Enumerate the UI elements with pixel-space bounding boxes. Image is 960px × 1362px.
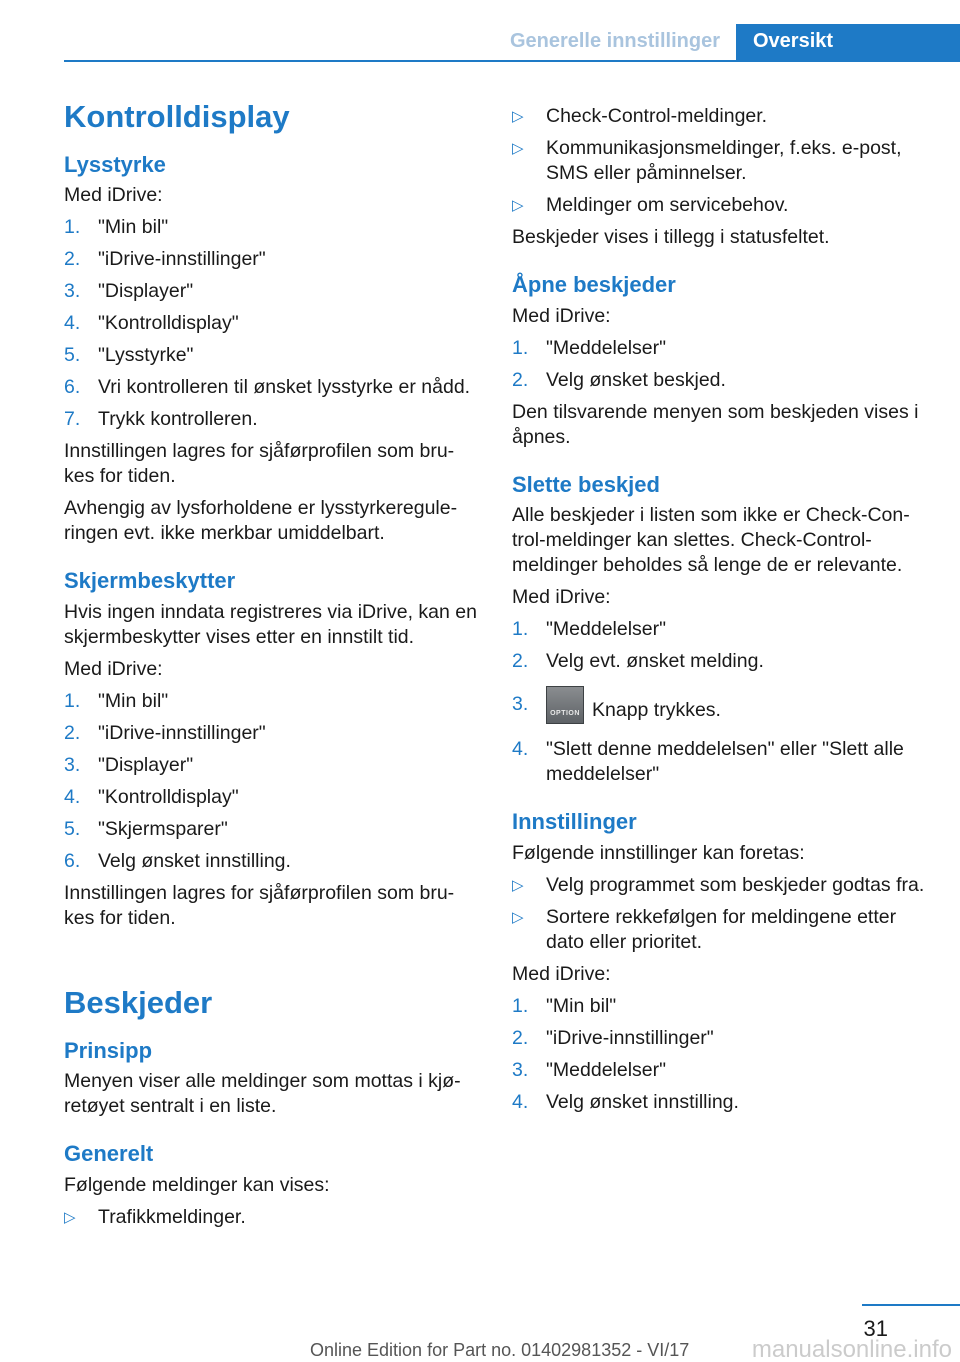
edition-text: Online Edition for Part no. 01402981352 - VI/17	[310, 1340, 690, 1360]
list-item: ▷ Sortere rekkefølgen for meldingene etter dato eller prioritet.	[512, 905, 897, 953]
list-item: 3. "Displayer"	[64, 753, 194, 776]
message-types	[512, 104, 927, 218]
list-item: ▷ Check-Control-meldinger.	[512, 105, 768, 127]
right-column	[512, 104, 927, 1122]
list-item: 1. "Min bil"	[64, 216, 169, 239]
option-button-icon: OPTION	[546, 686, 584, 724]
triangle-bullet-icon: ▷	[512, 140, 524, 157]
list-item: 4. "Kontrolldisplay"	[64, 312, 239, 335]
triangle-bullet-icon: ▷	[64, 1208, 76, 1226]
list-item: 3. "Displayer"	[64, 280, 194, 303]
list-item: 1. "Meddelelser"	[512, 336, 667, 359]
list-item: ▷ Velg programmet som beskjeder godtas fra.	[512, 873, 925, 896]
slette-steps	[512, 617, 927, 787]
triangle-bullet-icon: ▷	[512, 876, 524, 894]
apne-intro: Med iDrive:	[512, 304, 611, 327]
innstillinger-bullets	[512, 873, 927, 955]
lysstyrke-intro: Med iDrive:	[64, 184, 163, 207]
generelt-bullets	[64, 1205, 479, 1230]
innstillinger-text: Følgende innstillinger kan foretas:	[512, 841, 805, 864]
page-header	[64, 24, 960, 62]
heading-innstillinger: Innstillinger	[512, 809, 637, 835]
list-item: 2. "iDrive-innstillinger"	[64, 721, 266, 744]
heading-beskjeder: Beskjeder	[64, 984, 213, 1020]
list-item: 5. "Skjermsparer"	[64, 817, 228, 840]
list-item: 3. OPTION Knapp trykkes.	[512, 692, 927, 730]
chapter-tab: Oversikt	[736, 24, 960, 62]
list-item: 6. Vri kontrolleren til ønsket lysstyrke er nådd.	[64, 376, 471, 399]
list-item: 2. Velg evt. ønsket melding.	[512, 650, 764, 673]
skjermbeskytter-text: Hvis ingen inndata registreres via iDrive, kan en skjermbeskytter vises etter en innstilt tid.	[64, 600, 477, 648]
heading-lysstyrke: Lysstyrke	[64, 151, 166, 177]
list-item: 2. "iDrive-innstillinger"	[512, 1026, 714, 1049]
list-item: 6. Velg ønsket innstilling.	[64, 849, 291, 872]
list-item: 2. "iDrive-innstillinger"	[64, 248, 266, 271]
triangle-bullet-icon: ▷	[512, 197, 524, 214]
heading-generelt: Generelt	[64, 1141, 154, 1167]
heading-kontrolldisplay: Kontrolldisplay	[64, 99, 290, 134]
list-item: ▷ Meldinger om servicebehov.	[512, 194, 789, 216]
statusbar-note: Beskjeder vises i tillegg i statusfeltet.	[512, 226, 830, 248]
lysstyrke-note-1: Innstillingen lagres for sjåførprofilen som bru- kes for tiden.	[64, 440, 455, 488]
skjermbeskytter-intro: Med iDrive:	[64, 657, 163, 680]
prinsipp-text: Menyen viser alle meldinger som mottas i kjø- retøyet sentralt i en liste.	[64, 1070, 461, 1118]
list-item: ▷ Trafikkmeldinger.	[64, 1205, 246, 1228]
triangle-bullet-icon: ▷	[512, 908, 524, 926]
innstillinger-steps	[512, 994, 927, 1115]
header-rule	[64, 60, 960, 62]
list-item: 7. Trykk kontrolleren.	[64, 408, 258, 431]
skjermbeskytter-note: Innstillingen lagres for sjåførprofilen som bru- kes for tiden.	[64, 881, 455, 929]
heading-skjermbeskytter: Skjermbeskytter	[64, 568, 236, 594]
list-item: 4. "Kontrolldisplay"	[64, 785, 239, 808]
apne-note: Den tilsvarende menyen som beskjeden vises i åpnes.	[512, 400, 919, 448]
heading-slette-beskjed: Slette beskjed	[512, 471, 660, 497]
list-item: 4. "Slett denne meddelelsen" eller "Slett alle meddelelser"	[512, 738, 904, 786]
section-tab: Generelle innstillinger	[509, 30, 720, 52]
generelt-text: Følgende meldinger kan vises:	[64, 1173, 330, 1196]
footer-rule	[862, 1304, 960, 1306]
page-number: 31	[863, 1316, 888, 1341]
list-item: 2. Velg ønsket beskjed.	[512, 368, 726, 391]
list-item: 4. Velg ønsket innstilling.	[512, 1090, 739, 1113]
lysstyrke-steps	[64, 215, 479, 432]
list-item: ▷ Kommunikasjonsmeldinger, f.eks. e-post, SMS eller påminnelser.	[512, 137, 902, 184]
slette-intro: Med iDrive:	[512, 586, 611, 609]
list-item: 3. "Meddelelser"	[512, 1058, 667, 1081]
left-column	[64, 90, 479, 1237]
list-item: 1. "Min bil"	[512, 994, 617, 1017]
innstillinger-intro: Med iDrive:	[512, 962, 611, 985]
triangle-bullet-icon: ▷	[512, 108, 524, 125]
lysstyrke-note-2: Avhengig av lysforholdene er lysstyrkeregule- ringen evt. ikke merkbar umiddelbart.	[64, 497, 458, 545]
apne-steps	[512, 336, 927, 393]
watermark: manualsonline.info	[751, 1336, 952, 1362]
skjermbeskytter-steps	[64, 689, 479, 874]
heading-prinsipp: Prinsipp	[64, 1037, 153, 1063]
list-item: 1. "Min bil"	[64, 689, 169, 712]
list-item: 5. "Lysstyrke"	[64, 344, 194, 367]
heading-apne-beskjeder: Åpne beskjeder	[512, 272, 676, 297]
list-item: 1. "Meddelelser"	[512, 618, 667, 641]
slette-text: Alle beskjeder i listen som ikke er Check-Con- trol-meldinger kan slettes. Check-Control- meldinger beholdes så lenge de er relevante.	[512, 504, 910, 577]
